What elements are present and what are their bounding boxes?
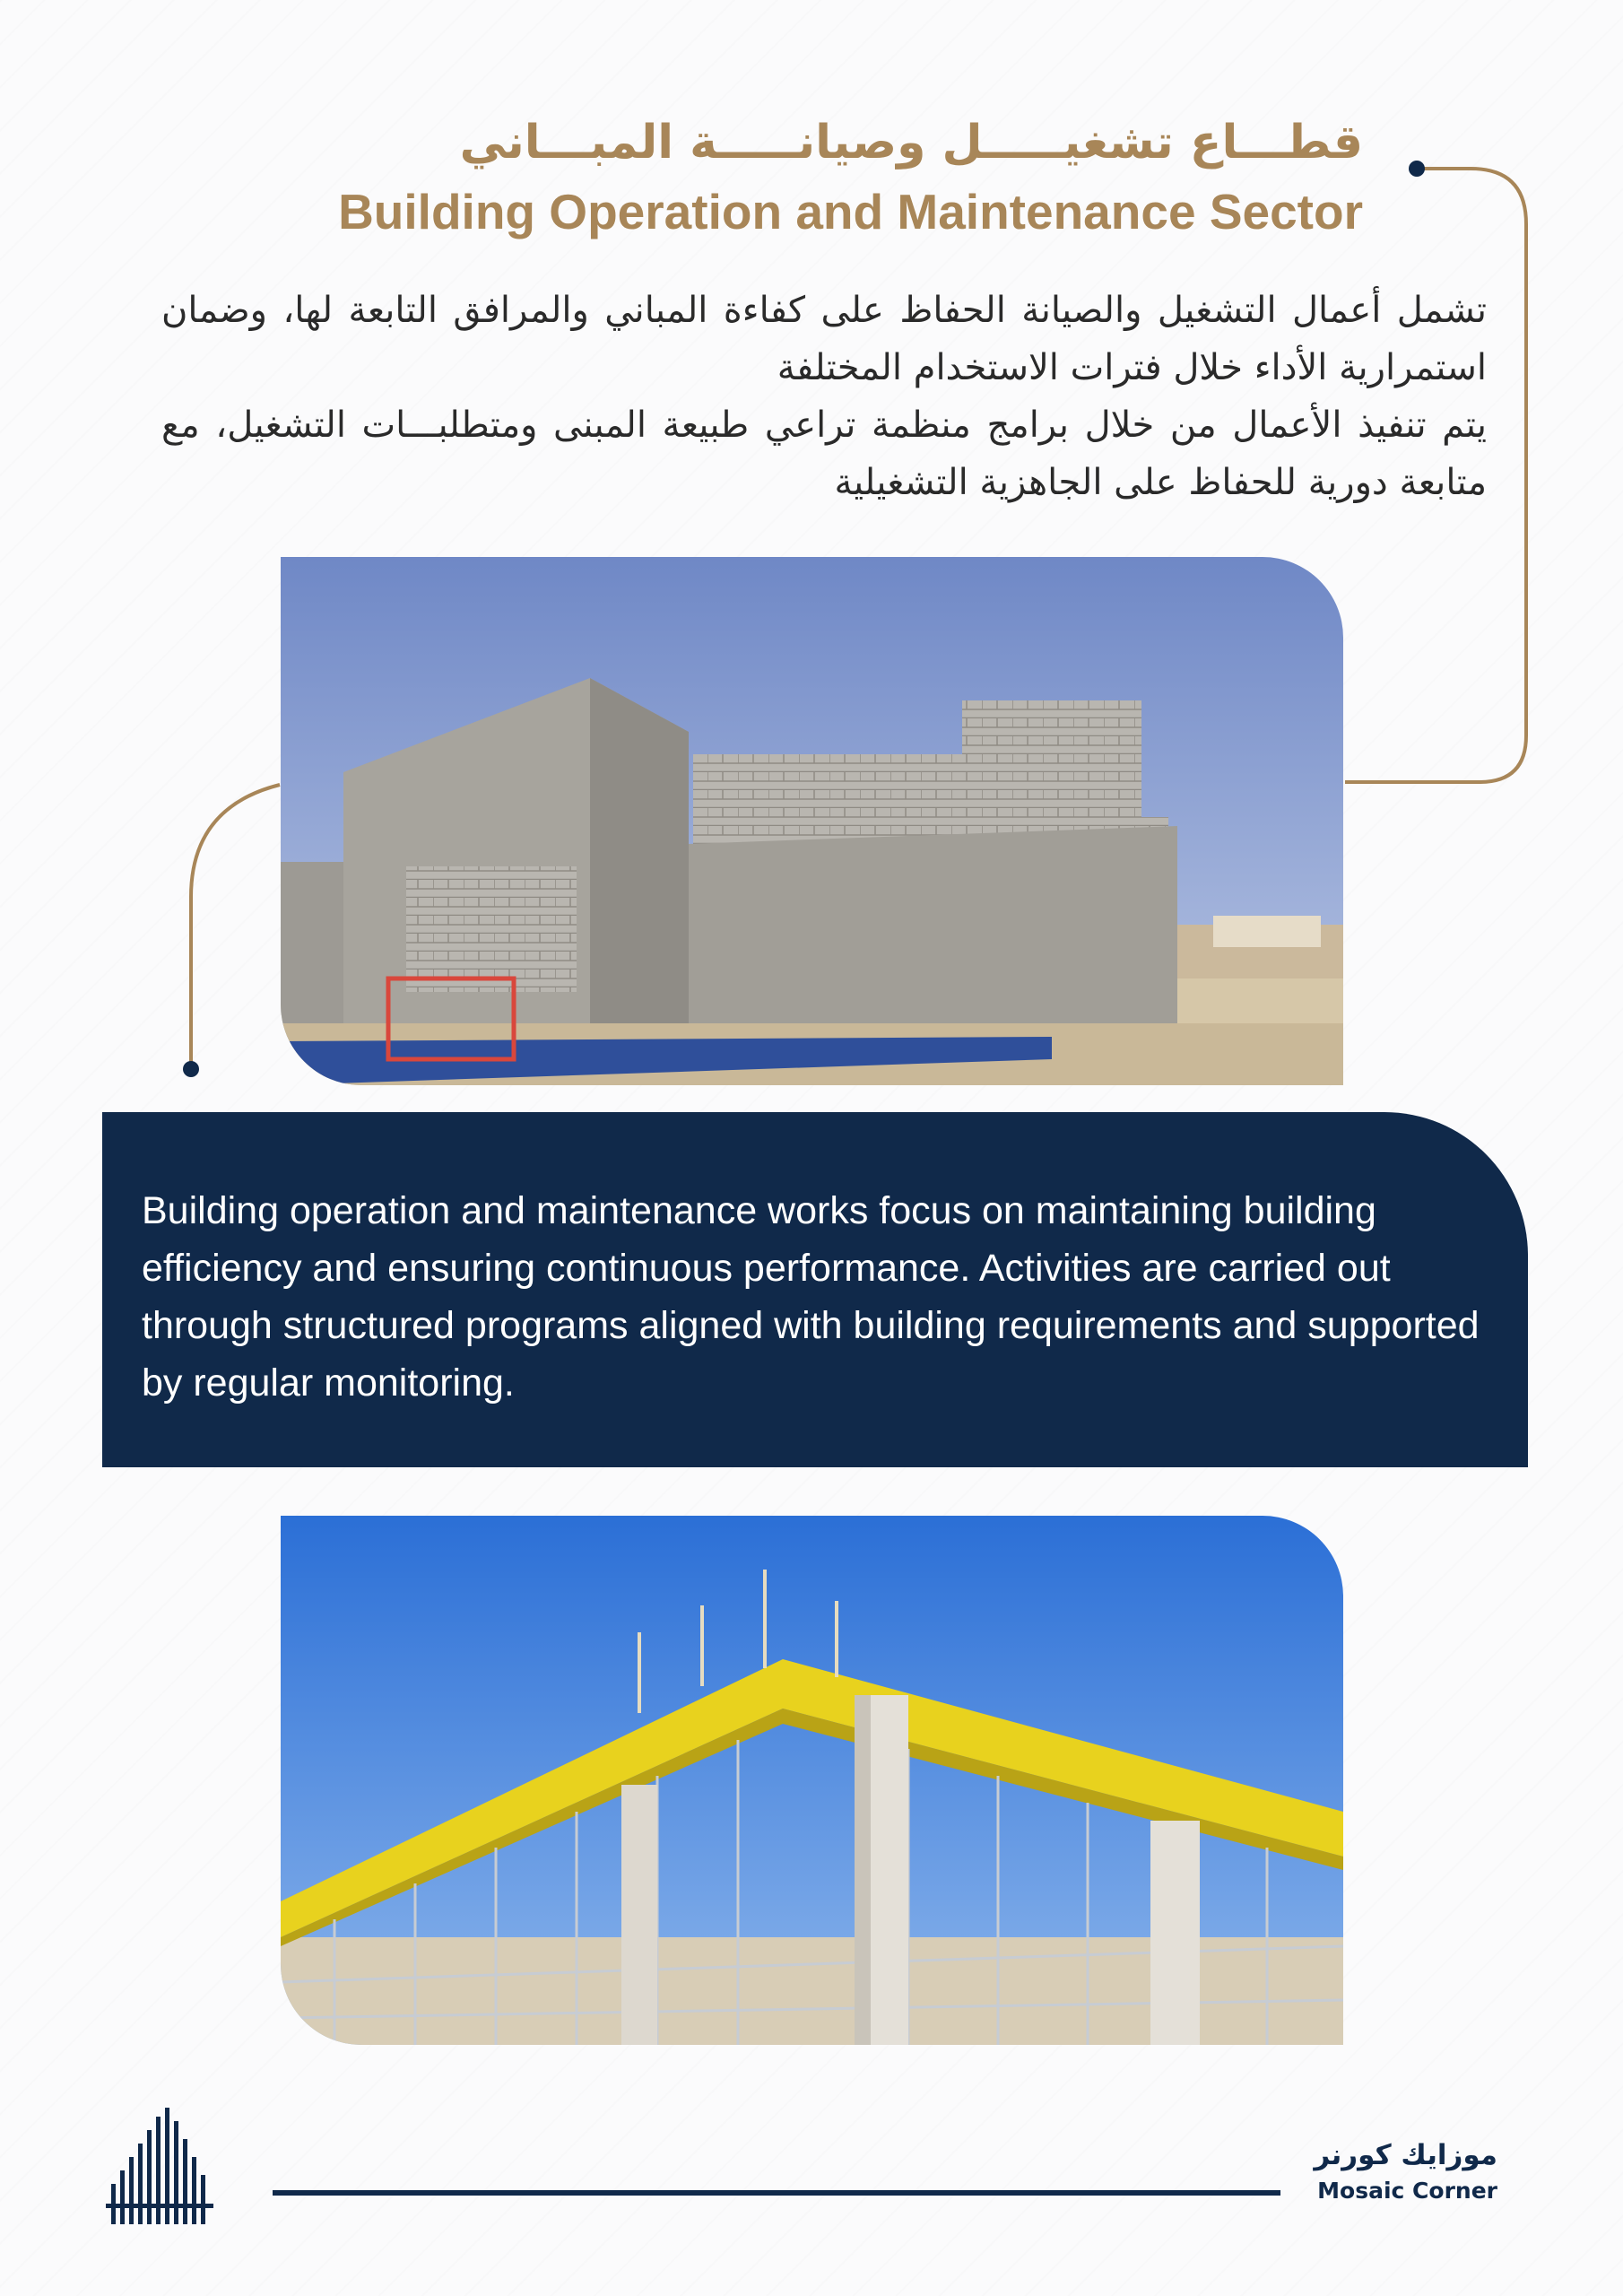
brand-logo-mark xyxy=(106,2103,218,2229)
english-description-text: Building operation and maintenance works focus on maintaining building efficiency and ensuring continuous performance. Activities are carried out through structured programs aligned with building requirements and supported by regular monitoring. xyxy=(142,1189,1480,1405)
footer-divider xyxy=(273,2190,1280,2196)
page-title-english: Building Operation and Maintenance Sector xyxy=(338,184,1363,239)
brand-name-english: Mosaic Corner xyxy=(1317,2178,1497,2204)
page-title-arabic: قطـــاع تشغيـــــل وصيانـــــة المبـــاني xyxy=(459,116,1363,170)
scaffolding-photo xyxy=(281,1516,1343,2045)
building-construction-photo xyxy=(281,557,1343,1085)
brand-name-arabic: موزايك كورنر xyxy=(1314,2139,1497,2171)
intro-arabic-paragraph xyxy=(161,282,1487,511)
intro-arabic-line-2: يتم تنفيذ الأعمال من خلال برامج منظمة تراعي طبيعة المبنى ومتطلبـــات التشغيل، مع متابعة دورية للحفاظ على الجاهزية التشغيلية xyxy=(161,404,1487,503)
intro-arabic-line-1: تشمل أعمال التشغيل والصيانة الحفاظ على كفاءة المباني والمرافق التابعة لها، وضمان استمرارية الأداء خلال فترات الاستخدام المختلفة xyxy=(161,290,1487,388)
